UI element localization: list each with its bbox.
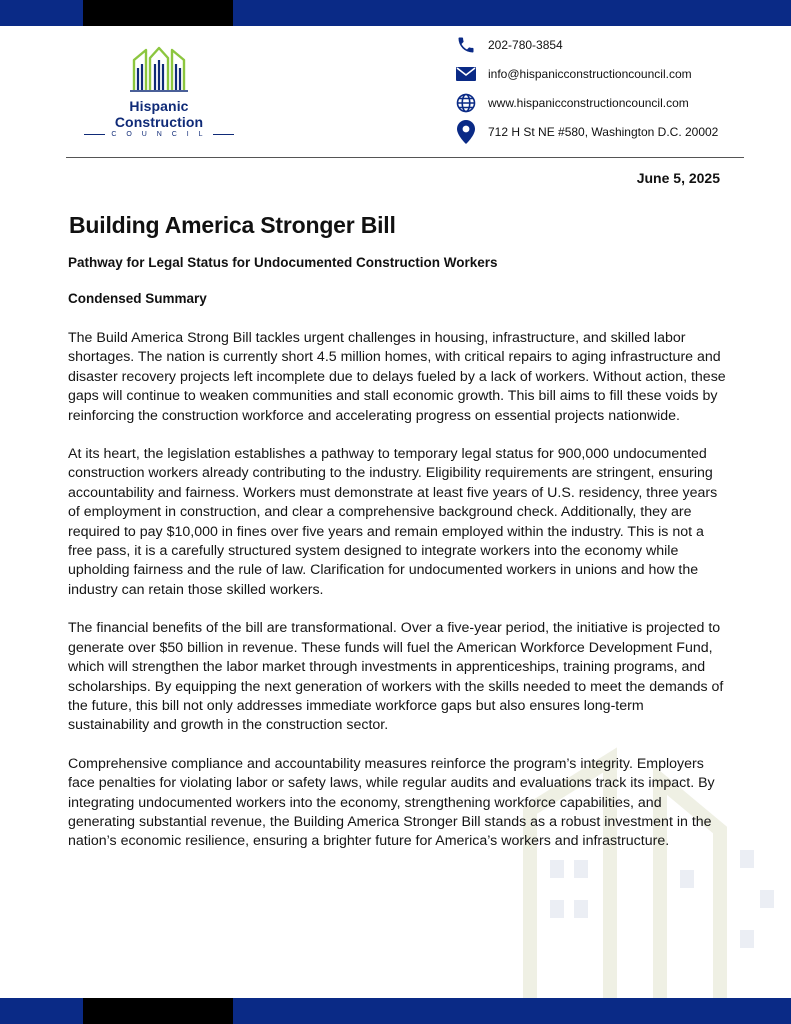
location-pin-icon xyxy=(455,121,477,143)
paragraph: The financial benefits of the bill are transformational. Over a five-year period, the initiative is projected to generate over $50 billion in revenue. These funds will fuel the American Workforce Development Fund, which will strengthen the labor market through investments in apprenticeships, training programs, and scholarships. By equipping the next generation of workers with the skills needed to meet the demands of the future, this bill not only addresses immediate workforce gaps but also ensures long-term sustainability and growth in the construction sector. xyxy=(68,620,724,734)
contact-address-row xyxy=(455,117,718,146)
contact-email-row xyxy=(455,59,718,88)
logo-name: Hispanic Construction xyxy=(114,98,204,130)
top-color-band xyxy=(0,0,791,26)
contact-block xyxy=(455,30,718,146)
email-icon xyxy=(455,63,477,85)
document-title: Building America Stronger Bill xyxy=(69,212,396,238)
document-subtitle: Pathway for Legal Status for Undocumented Construction Workers xyxy=(68,255,498,270)
contact-address: 712 H St NE #580, Washington D.C. 20002 xyxy=(488,124,719,139)
header-divider xyxy=(66,157,744,158)
paragraph: At its heart, the legislation establishes a pathway to temporary legal status for 900,000 undocumented construction workers already contributing to the industry. Eligibility requirements are stringent, ensuring accountability and fairness. Workers must demonstrate at least five years of U.S. residency, three years of employment in construction, and clear a comprehensive background check. Additionally, they are required to pay $10,000 in fines over five years and remain employed within the industry. This is not a free pass, it is a carefully structured system designed to integrate workers into the economy while upholding fairness and the rule of law. Clarification for undocumented workers in unions and how the industry can retain those skilled workers. xyxy=(68,446,718,598)
contact-website[interactable]: www.hispanicconstructioncouncil.com xyxy=(488,95,689,110)
logo-subname: C O U N C I L xyxy=(111,131,207,138)
summary-body xyxy=(68,329,728,871)
paragraph: The Build America Strong Bill tackles urgent challenges in housing, infrastructure, and skilled labor shortages. The nation is currently short 4.5 million homes, with critical repairs to aging infrastructure and disaster recovery projects left incomplete due to delays fueled by a lack of workers. Without action, these gaps will continue to weaken communities and stall economic growth. This bill aims to fill these voids by reinforcing the construction workforce and accelerating progress on essential projects nationwide. xyxy=(68,330,726,424)
contact-email[interactable]: info@hispanicconstructioncouncil.com xyxy=(488,66,692,81)
document-date: June 5, 2025 xyxy=(636,170,720,186)
contact-website-row xyxy=(455,88,718,117)
bottom-color-band xyxy=(0,998,791,1024)
council-logo xyxy=(84,44,234,138)
section-heading: Condensed Summary xyxy=(68,291,207,306)
contact-phone-row xyxy=(455,30,718,59)
paragraph: Comprehensive compliance and accountability measures reinforce the program’s integrity. Employers face penalties for violating labor or safety laws, while regular audits and evaluations track its impact. By integrating undocumented workers into the economy, strengthening workforce capabilities, and generating substantial revenue, the Building America Stronger Bill stands as a robust investment in the nation’s economic resilience, ensuring a brighter future for America’s workers and infrastructure. xyxy=(68,755,715,850)
globe-icon xyxy=(455,92,477,114)
contact-phone[interactable]: 202-780-3854 xyxy=(488,37,563,52)
buildings-logo-icon xyxy=(128,44,190,94)
phone-icon xyxy=(455,34,477,56)
